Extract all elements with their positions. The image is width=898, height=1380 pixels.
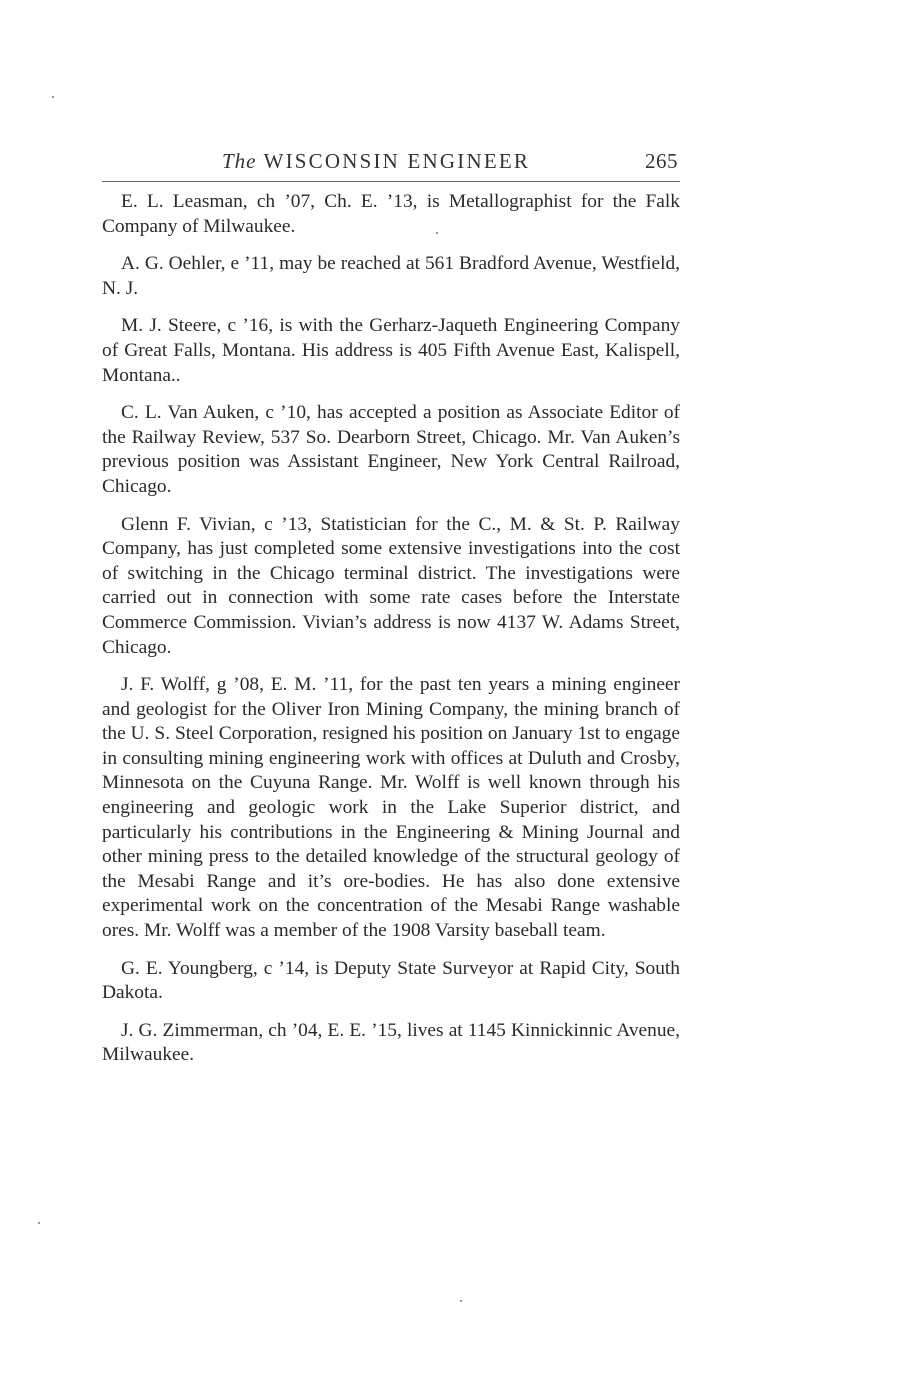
journal-title-name: WISCONSIN ENGINEER — [263, 149, 531, 173]
article-body — [102, 190, 680, 1081]
header-rule — [102, 181, 680, 182]
journal-title-the: The — [222, 149, 257, 173]
paragraph-youngberg: G. E. Youngberg, c ’14, is Deputy State Surveyor at Rapid City, South Dakota. — [102, 957, 680, 1004]
paragraph-van-auken: C. L. Van Auken, c ’10, has accepted a position as Associate Editor of the Railway Review, 537 So. Dearborn Street, Chicago. Mr. Van Auken’s previous position was Assistant Engineer, New York Central Railroad, Chicago. — [102, 402, 680, 497]
scan-speck — [436, 232, 438, 234]
paragraph-oehler: A. G. Oehler, e ’11, may be reached at 561 Bradford Avenue, Westfield, N. J. — [102, 253, 680, 299]
scan-speck — [38, 1222, 40, 1224]
running-head — [102, 143, 680, 175]
paragraph-wolff: J. F. Wolff, g ’08, E. M. ’11, for the past ten years a mining engineer and geologist for the Oliver Iron Mining Company, the mining branch of the U. S. Steel Corporation, resigned his position on January 1st to engage in consulting mining engineering work with offices at Duluth and Crosby, Minnesota on the Cuyuna Range. Mr. Wolff is well known through his engineering and geologic work in the Lake Superior district, and particularly his contributions in the Engineering & Mining Journal and other mining press to the detailed knowledge of the structural geology of the Mesabi Range and it’s ore-bodies. He has also done extensive experimental work on the concentration of the Mesabi Range washable ores. Mr. Wolff was a member of the 1908 Varsity baseball team. — [102, 674, 680, 942]
journal-title — [222, 149, 530, 174]
paragraph-vivian: Glenn F. Vivian, c ’13, Statistician for the C., M. & St. P. Railway Company, has just completed some extensive investigations into the cost of switching in the Chicago terminal district. The investigations were carried out in connection with some rate cases before the Interstate Commerce Commission. Vivian’s address is now 4137 W. Adams Street, Chicago. — [102, 513, 680, 658]
scan-speck — [52, 96, 54, 98]
paragraph-steere: M. J. Steere, c ’16, is with the Gerharz-Jaqueth Engineering Company of Great Falls, Montana. His address is 405 Fifth Avenue East, Kalispell, Montana.. — [102, 315, 680, 386]
page-number: 265 — [645, 149, 678, 173]
scan-speck — [460, 1300, 462, 1302]
paragraph-zimmerman: J. G. Zimmerman, ch ’04, E. E. ’15, lives at 1145 Kinnickinnic Avenue, Milwaukee. — [102, 1019, 680, 1066]
paragraph-leasman: E. L. Leasman, ch ’07, Ch. E. ’13, is Metallographist for the Falk Company of Milwaukee. — [102, 191, 680, 237]
